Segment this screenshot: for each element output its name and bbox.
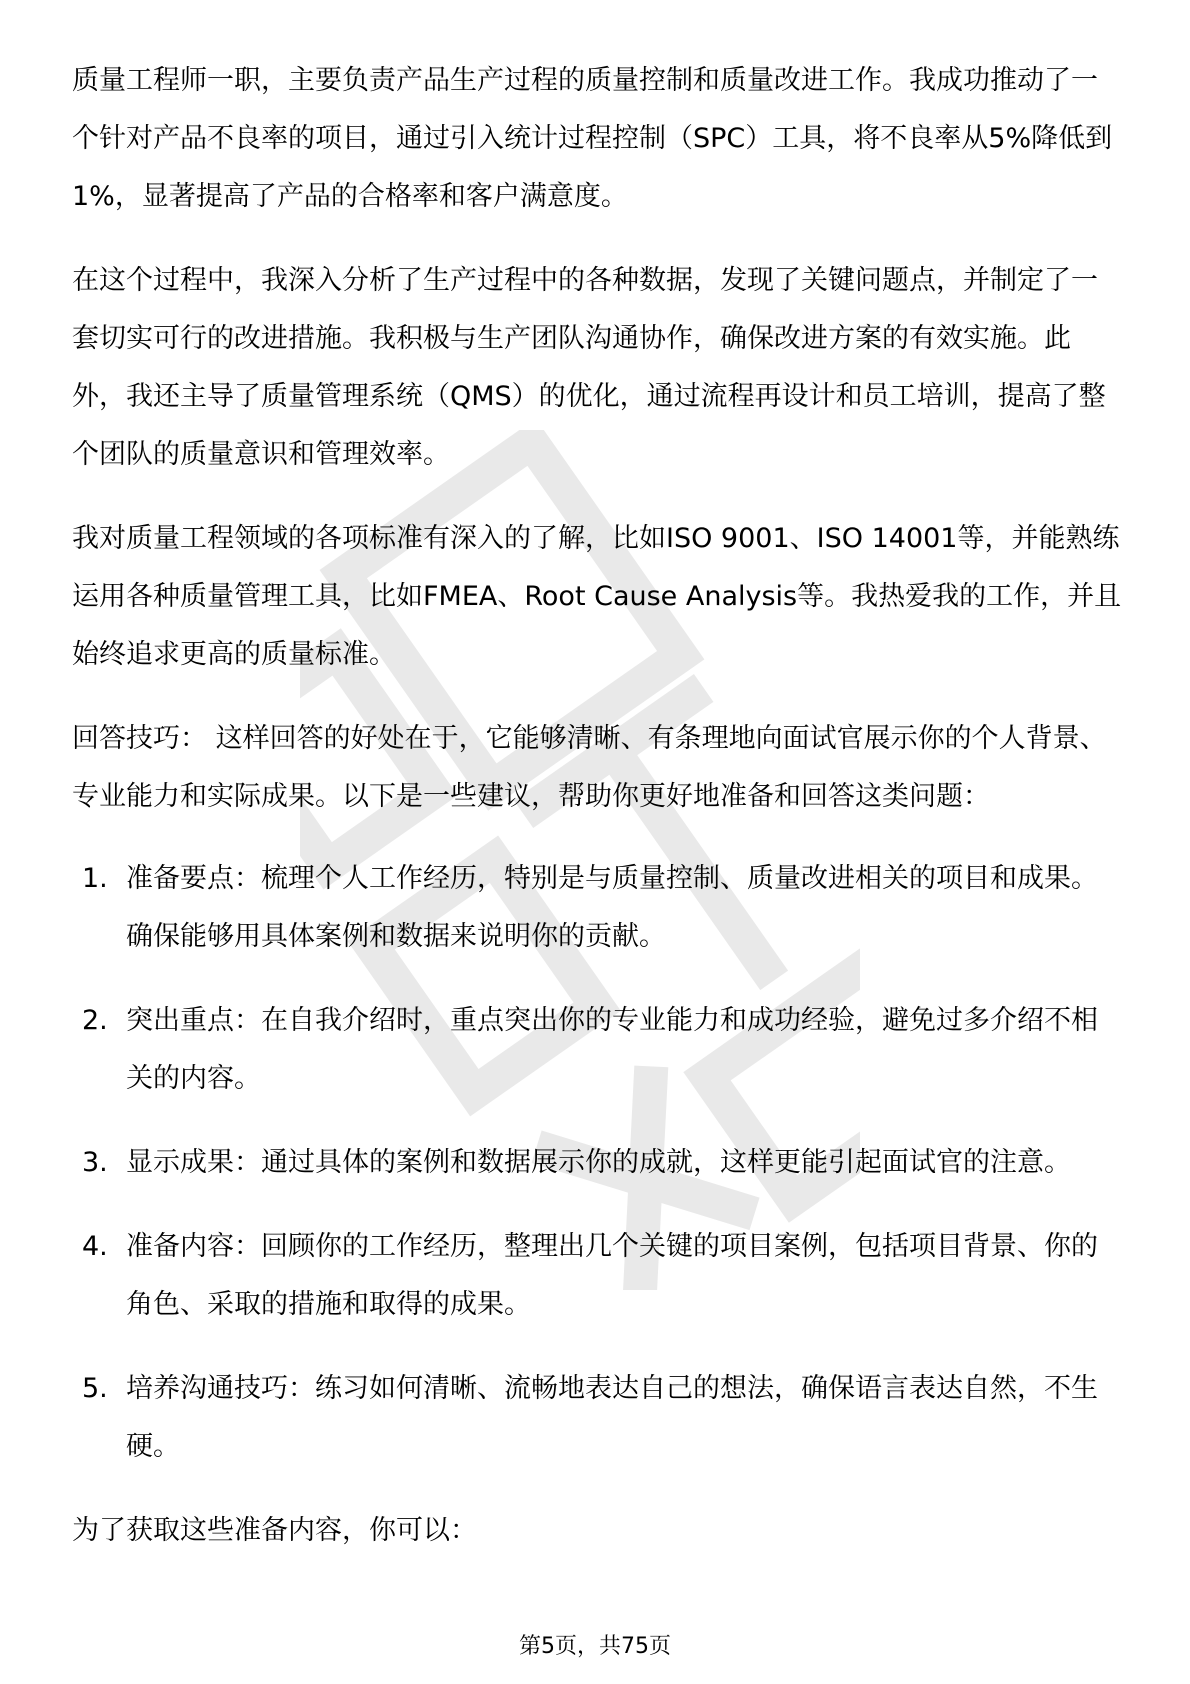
list-text: 培养沟通技巧：练习如何清晰、流畅地表达自己的想法，确保语言表达自然，不生硬。: [126, 1373, 1098, 1462]
document-body: [72, 52, 1122, 1586]
tips-list: [72, 850, 1122, 1476]
list-text: 显示成果：通过具体的案例和数据展示你的成就，这样更能引起面试官的注意。: [126, 1147, 1071, 1178]
paragraph-standards: 我对质量工程领域的各项标准有深入的了解，比如ISO 9001、ISO 14001等，并能熟练运用各种质量管理工具，比如FMEA、Root Cause Analysis等。我热爱我的工作，并且始终追求更高的质量标准。: [72, 523, 1122, 670]
list-item: [72, 992, 1122, 1108]
paragraph-closing: 为了获取这些准备内容，你可以：: [72, 1515, 477, 1546]
list-text: 突出重点：在自我介绍时，重点突出你的专业能力和成功经验，避免过多介绍不相关的内容。: [126, 1005, 1098, 1094]
list-number: 2.: [82, 1005, 108, 1036]
list-item: [72, 1360, 1122, 1476]
list-item: [72, 1134, 1122, 1192]
list-item: [72, 1218, 1122, 1334]
list-number: 3.: [82, 1147, 108, 1178]
page-number: 第5页，共75页: [519, 1634, 671, 1659]
paragraph-answer-tips: 回答技巧： 这样回答的好处在于，它能够清晰、有条理地向面试官展示你的个人背景、专业能力和实际成果。以下是一些建议，帮助你更好地准备和回答这类问题：: [72, 723, 1107, 812]
list-number: 5.: [82, 1373, 108, 1404]
list-number: 1.: [82, 863, 108, 894]
paragraph-intro: 质量工程师一职，主要负责产品生产过程的质量控制和质量改进工作。我成功推动了一个针对产品不良率的项目，通过引入统计过程控制（SPC）工具，将不良率从5%降低到1%，显著提高了产品的合格率和客户满意度。: [72, 65, 1113, 212]
list-item: [72, 850, 1122, 966]
list-text: 准备内容：回顾你的工作经历，整理出几个关键的项目案例，包括项目背景、你的角色、采取的措施和取得的成果。: [126, 1231, 1098, 1320]
paragraph-process: 在这个过程中，我深入分析了生产过程中的各种数据，发现了关键问题点，并制定了一套切实可行的改进措施。我积极与生产团队沟通协作，确保改进方案的有效实施。此外，我还主导了质量管理系统（QMS）的优化，通过流程再设计和员工培训，提高了整个团队的质量意识和管理效率。: [72, 265, 1106, 470]
list-text: 准备要点：梳理个人工作经历，特别是与质量控制、质量改进相关的项目和成果。确保能够用具体案例和数据来说明你的贡献。: [126, 863, 1098, 952]
list-number: 4.: [82, 1231, 108, 1262]
